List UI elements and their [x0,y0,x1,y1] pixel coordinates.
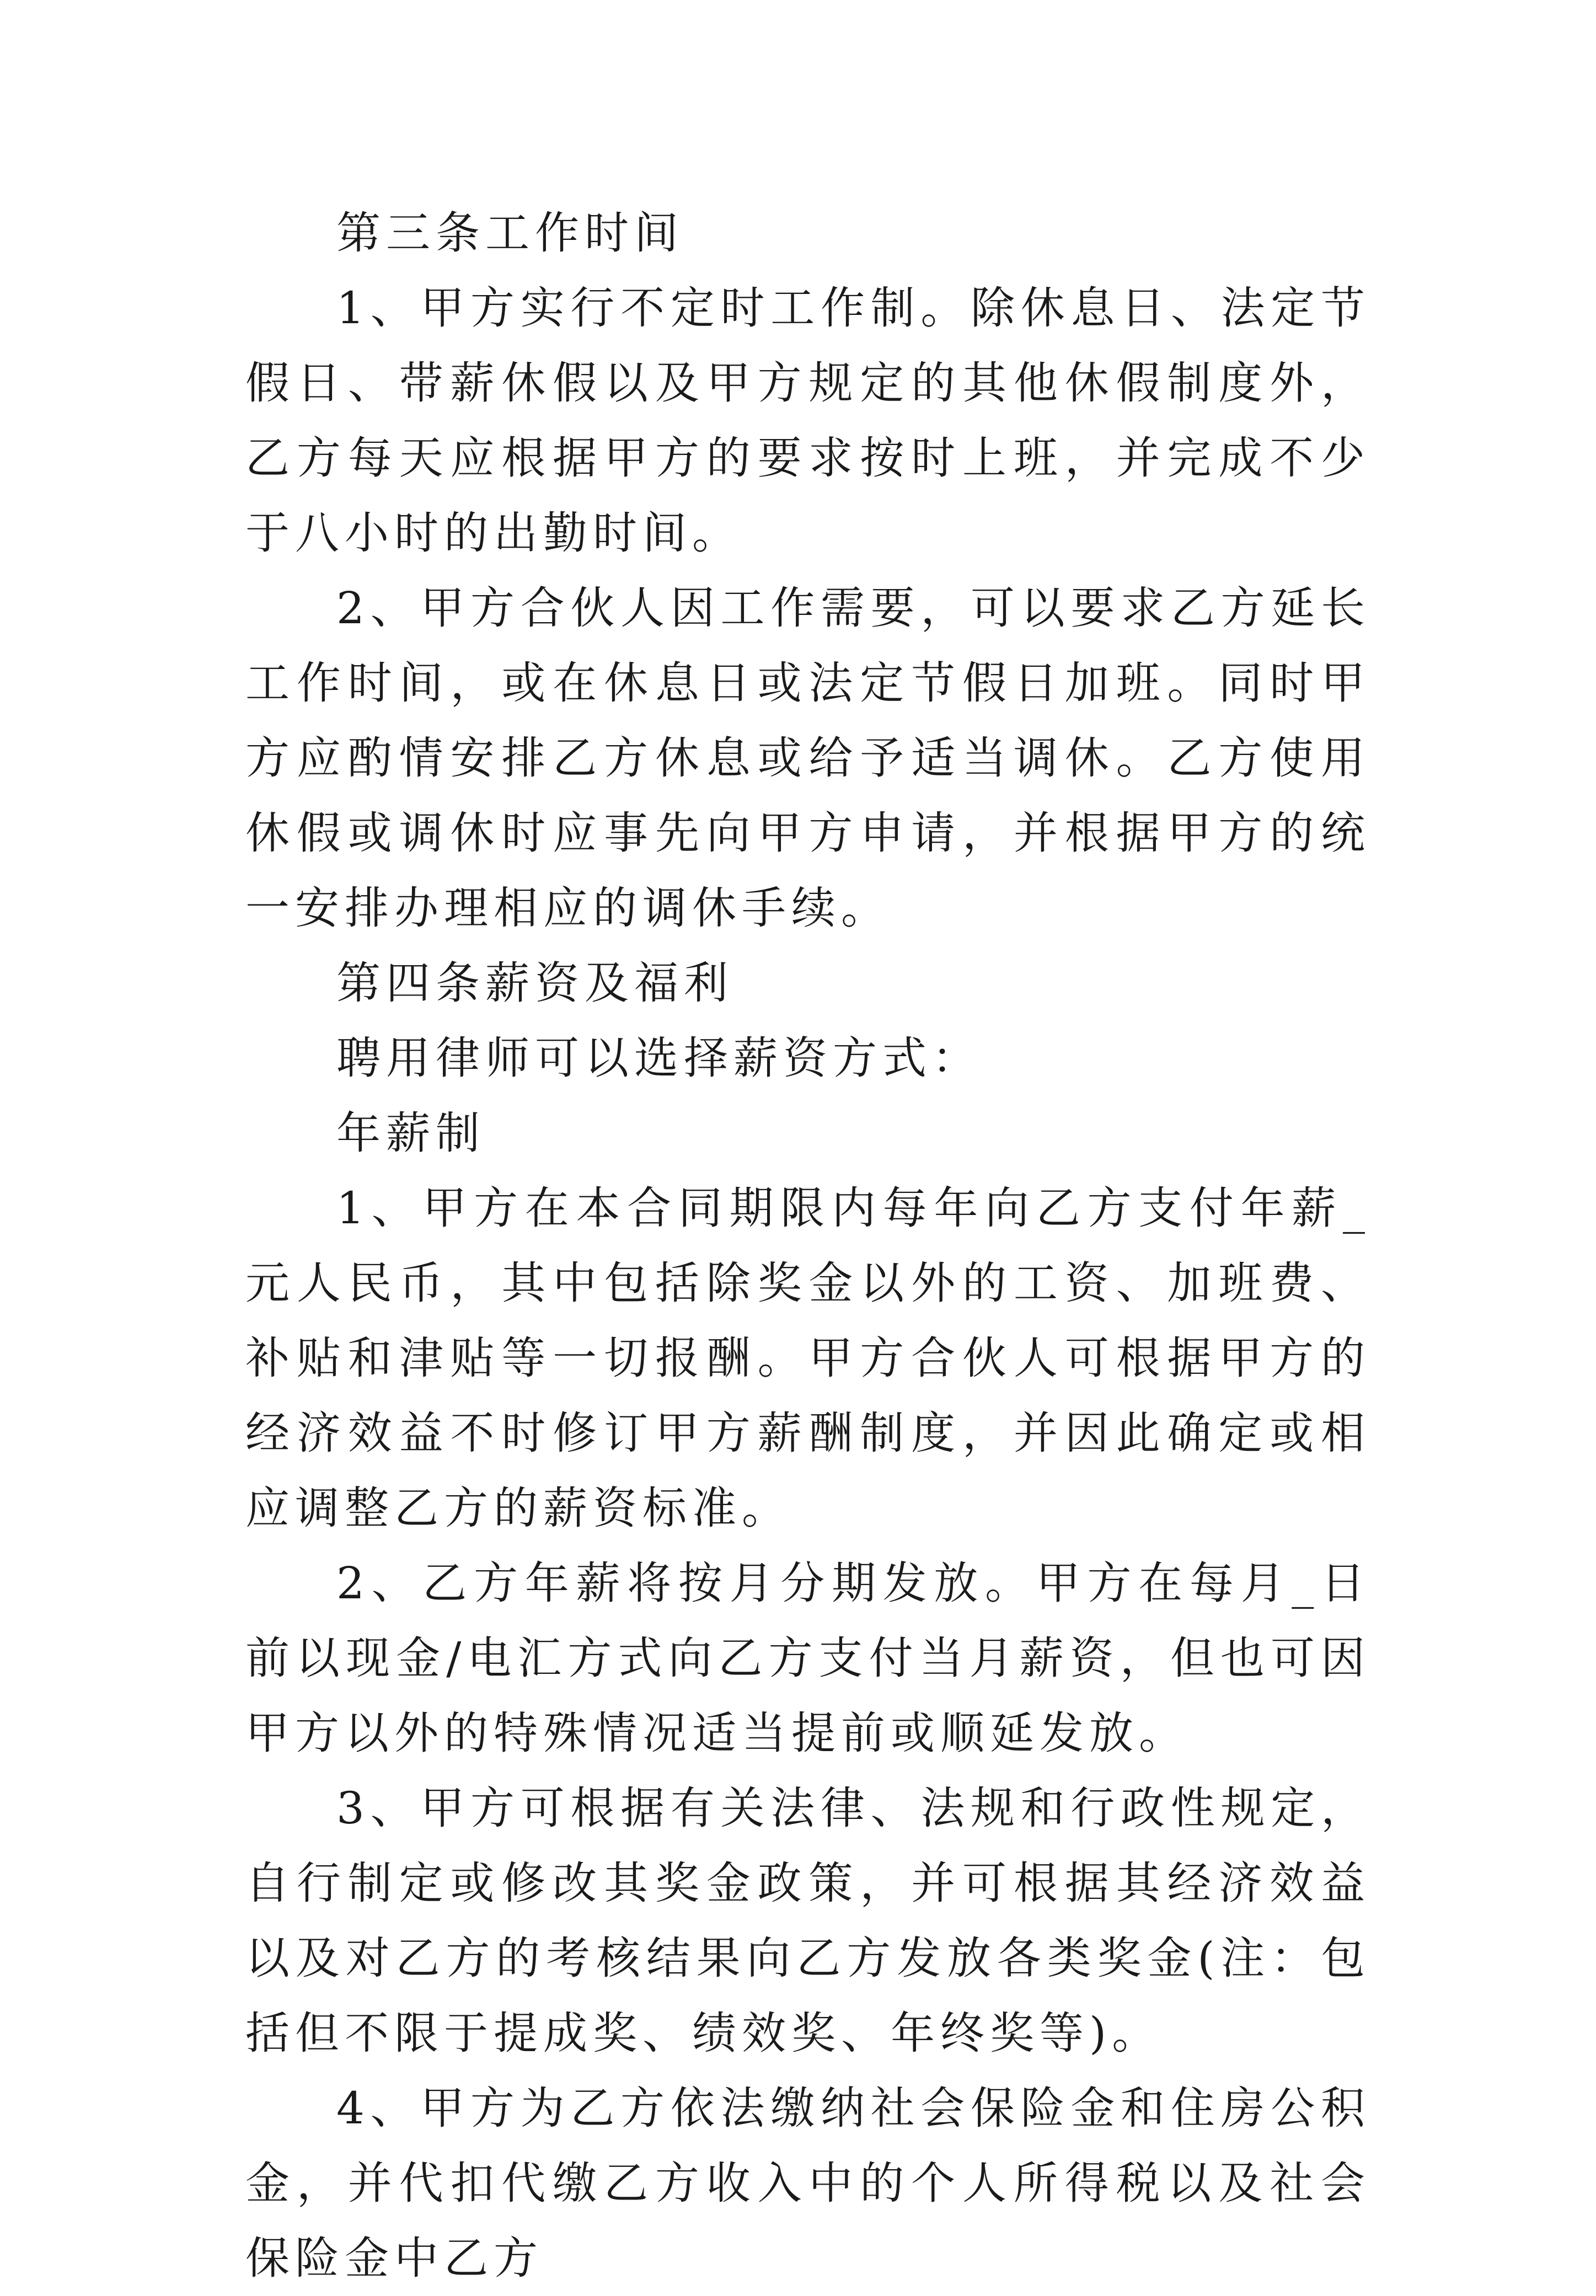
article-4-clause-2: 2、乙方年薪将按月分期发放。甲方在每月_日前以现金/电汇方式向乙方支付当月薪资，但也可因甲方以外的特殊情况适当提前或顺延发放。 [245,1558,1370,1759]
article-3-heading: 第三条工作时间 [336,207,684,259]
article-4-clause-1: 1、甲方在本合同期限内每年向乙方支付年薪_元人民币，其中包括除奖金以外的工资、加班费、补贴和津贴等一切报酬。甲方合伙人可根据甲方的经济效益不时修订甲方薪酬制度，并因此确定或相应调整乙方的薪资标准。 [245,1182,1370,1534]
article-4-clause-3: 3、甲方可根据有关法律、法规和行政性规定，自行制定或修改其奖金政策，并可根据其经济效益以及对乙方的考核结果向乙方发放各类奖金(注：包括但不限于提成奖、绩效奖、年终奖等)。 [245,1783,1370,2059]
article-3-clause-1: 1、甲方实行不定时工作制。除休息日、法定节假日、带薪休假以及甲方规定的其他休假制度外，乙方每天应根据甲方的要求按时上班，并完成不少于八小时的出勤时间。 [245,282,1370,559]
annual-salary-heading: 年薪制 [336,1107,485,1159]
document-body [245,196,1370,2296]
salary-method-intro: 聘用律师可以选择薪资方式： [336,1032,982,1084]
article-4-heading: 第四条薪资及福利 [336,957,733,1009]
article-4-clause-4: 4、甲方为乙方依法缴纳社会保险金和住房公积金，并代扣代缴乙方收入中的个人所得税以及社会保险金中乙方 [245,2083,1370,2284]
article-3-clause-2: 2、甲方合伙人因工作需要，可以要求乙方延长工作时间，或在休息日或法定节假日加班。同时甲方应酌情安排乙方休息或给予适当调休。乙方使用休假或调休时应事先向甲方申请，并根据甲方的统一安排办理相应的调休手续。 [245,582,1370,934]
